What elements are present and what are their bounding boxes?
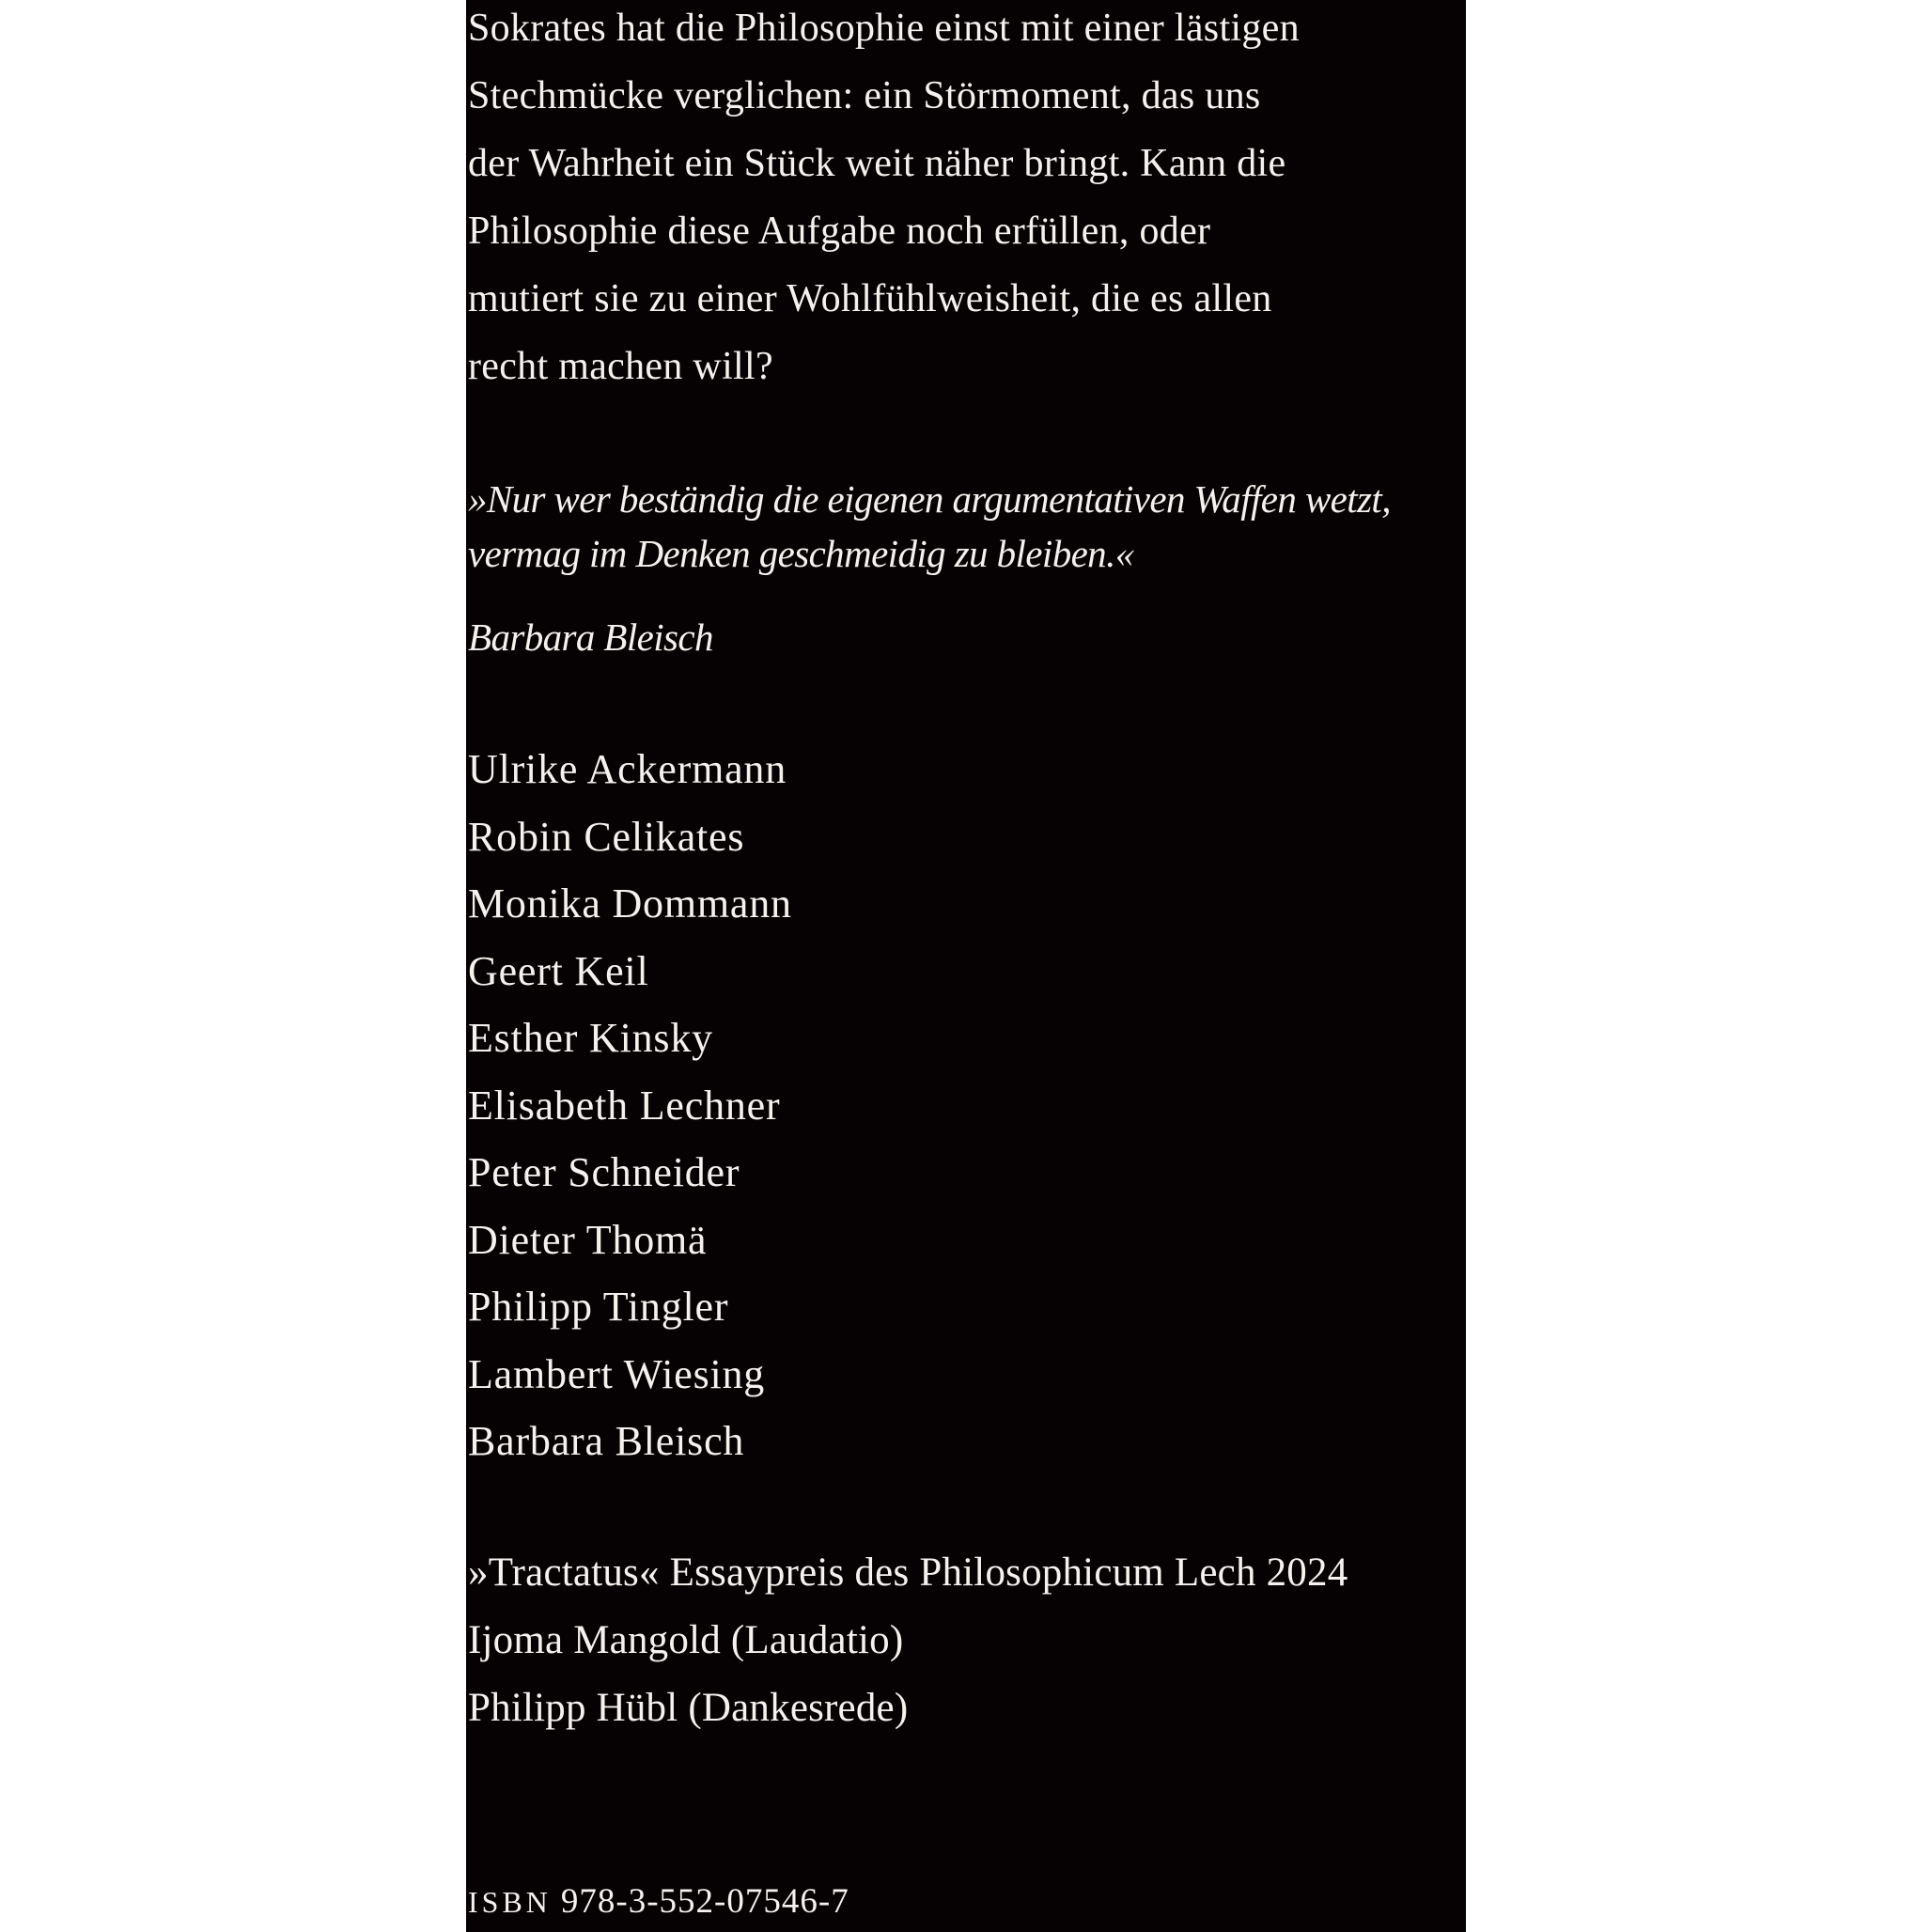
- award-title: »Tractatus« Essaypreis des Philosophicum Lech 2024: [468, 1550, 1348, 1595]
- award-line-laudatio: Ijoma Mangold (Laudatio): [468, 1618, 904, 1662]
- isbn-label: ISBN: [468, 1885, 552, 1919]
- contributor-name: Philipp Tingler: [468, 1284, 729, 1330]
- blurb-line: recht machen will?: [468, 345, 773, 388]
- quote-line: »Nur wer beständig die eigenen argumentativen Waffen wetzt,: [468, 477, 1391, 521]
- isbn: [468, 1884, 849, 1919]
- isbn-number: 978-3-552-07546-7: [560, 1882, 849, 1921]
- award-line-dankesrede: Philipp Hübl (Dankesrede): [468, 1686, 909, 1730]
- blurb-line: Philosophie diese Aufgabe noch erfüllen, oder: [468, 210, 1211, 253]
- blurb-line: Sokrates hat die Philosophie einst mit einer lästigen: [468, 7, 1300, 50]
- contributor-name: Esther Kinsky: [468, 1015, 713, 1061]
- contributor-name: Peter Schneider: [468, 1149, 740, 1195]
- blurb-line: Stechmücke verglichen: ein Störmoment, das uns: [468, 74, 1261, 117]
- back-cover-panel: [466, 0, 1466, 1932]
- contributor-name: Dieter Thomä: [468, 1217, 708, 1263]
- contributor-name: Lambert Wiesing: [468, 1351, 766, 1397]
- contributor-name: Barbara Bleisch: [468, 1418, 745, 1464]
- blurb-line: der Wahrheit ein Stück weit näher bringt. Kann die: [468, 142, 1286, 185]
- contributor-name: Geert Keil: [468, 948, 649, 994]
- quote-attribution: Barbara Bleisch: [468, 615, 713, 659]
- contributor-name: Monika Dommann: [468, 880, 792, 927]
- quote-line: vermag im Denken geschmeidig zu bleiben.«: [468, 532, 1134, 575]
- blurb-line: mutiert sie zu einer Wohlfühlweisheit, die es allen: [468, 277, 1272, 320]
- contributor-name: Robin Celikates: [468, 814, 745, 860]
- contributor-name: Elisabeth Lechner: [468, 1083, 781, 1129]
- contributor-name: Ulrike Ackermann: [468, 746, 787, 792]
